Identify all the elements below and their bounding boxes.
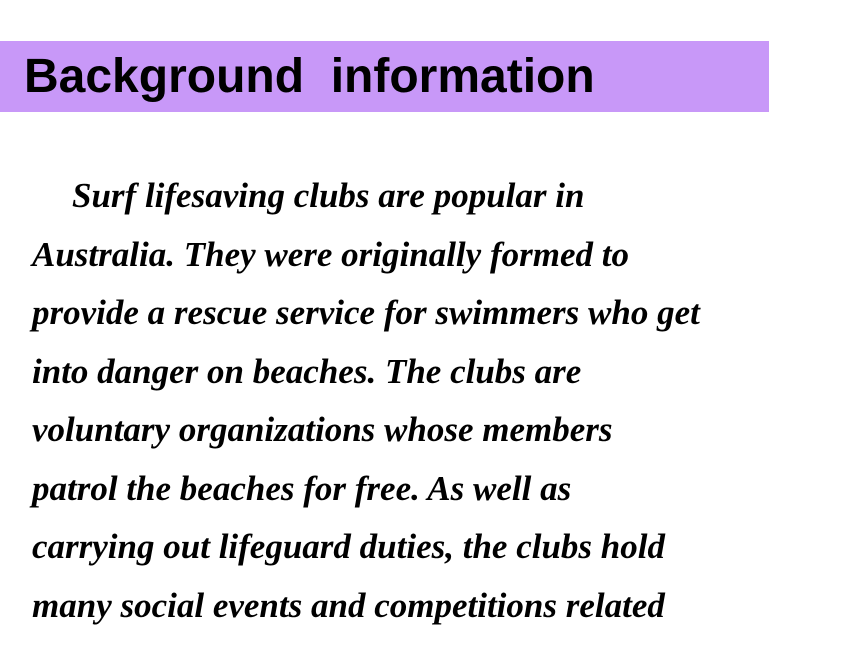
body-line: Australia. They were originally formed to [32, 234, 629, 274]
body-line: provide a rescue service for swimmers who get [32, 293, 700, 332]
body-paragraph [32, 167, 842, 635]
body-line: Surf lifesaving clubs are popular in [72, 176, 585, 215]
body-line: many social events and competitions related [32, 585, 665, 625]
body-line: carrying out lifeguard duties, the clubs hold [32, 527, 665, 566]
slide-title: Background information [24, 50, 595, 103]
body-line: into danger on beaches. The clubs are [32, 351, 582, 391]
body-line: voluntary organizations whose members [32, 410, 613, 449]
body-line: patrol the beaches for free. As well as [32, 468, 572, 508]
